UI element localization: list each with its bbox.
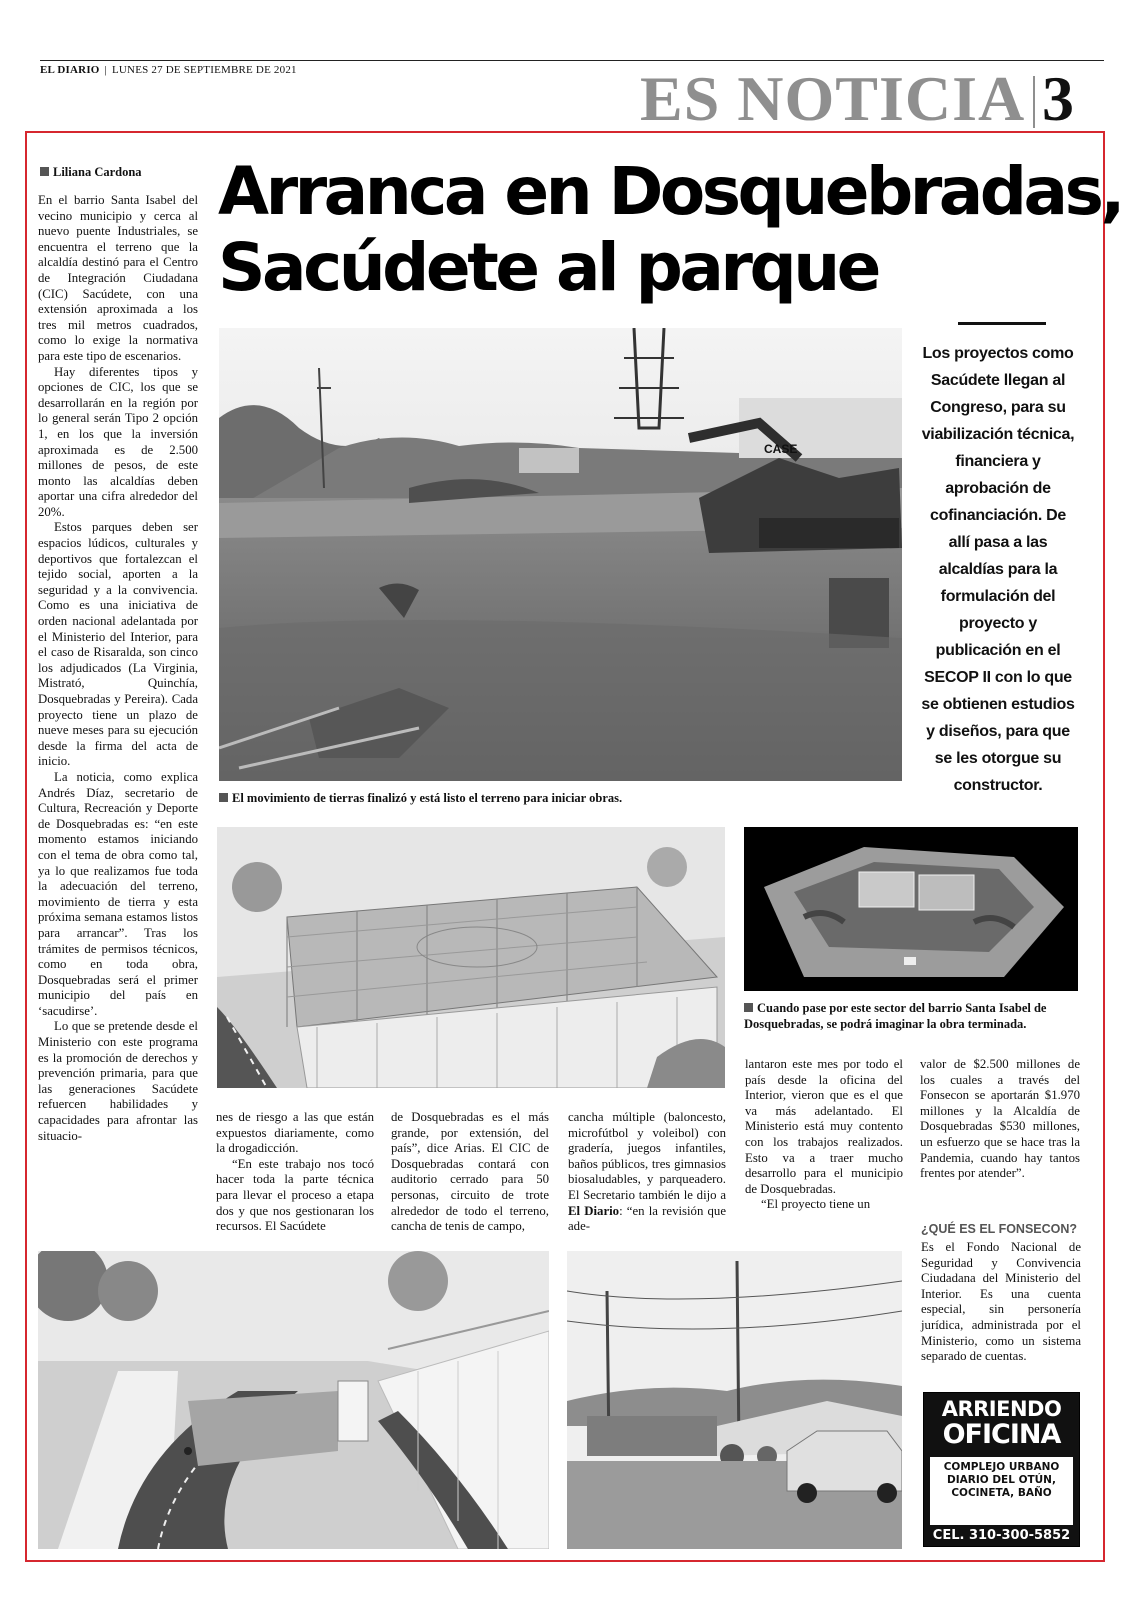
paragraph: lantaron este mes por todo el país desde la oficina del Interior, vieron que es el que va más adelantado. El Ministerio está muy contento con los trabajos realizados. Esto va a traer mucho desarrollo para el municipio de Dosquebradas. xyxy=(745,1057,903,1196)
page-number: 3 xyxy=(1042,63,1074,134)
street-site-photo xyxy=(567,1251,902,1549)
article-column-5 xyxy=(745,1057,903,1235)
construction-site-photo xyxy=(219,328,902,781)
photo-caption: Cuando pase por este sector del barrio Santa Isabel de Dosquebradas, se podrá imaginar la obra terminada. xyxy=(744,1001,1047,1031)
pullquote: Los proyectos como Sacúdete llegan al Congreso, para su viabilización técnica, financiera y aprobación de cofinanciación. De allí pasa a las alcaldías para la formulación del proyecto y publicación en el SECOP II con lo que se obtienen estudios y diseños, para que se les otorgue su constructor. xyxy=(921,345,1075,794)
author-name: Liliana Cardona xyxy=(53,165,142,179)
aerial-model-render xyxy=(744,827,1078,991)
photo-caption: El movimiento de tierras finalizó y está listo el terreno para iniciar obras. xyxy=(219,790,909,806)
office-rental-ad xyxy=(923,1392,1080,1547)
fonsecon-text: Es el Fondo Nacional de Seguridad y Convivencia Ciudadana del Ministerio del Interior. Es una cuenta especial, sin personería jurídica, administrada por el Ministerio, como un sistema separado de cuentas. xyxy=(921,1240,1081,1364)
pullquote-rule xyxy=(958,322,1046,325)
square-bullet-icon xyxy=(219,793,228,802)
header-separator: | xyxy=(104,64,107,76)
paragraph: Hay diferentes tipos y opciones de CIC, los que se desarrollarán en la región por lo general serán Tipo 2 opción 1, en los que la inversión aproximada es de 2.500 millones de pesos, de este monto las alcaldías deben aportar una cifra alrededor del 20%. xyxy=(38,364,198,519)
article-column-2 xyxy=(216,1110,374,1235)
paragraph: nes de riesgo a las que están expuestos diariamente, como la drogadicción. xyxy=(216,1110,374,1156)
sports-court-render xyxy=(217,827,725,1088)
issue-date: LUNES 27 DE SEPTIEMBRE DE 2021 xyxy=(111,64,297,76)
byline xyxy=(40,165,142,180)
paragraph: “El proyecto tiene un xyxy=(761,1197,871,1212)
paragraph: En el barrio Santa Isabel del vecino municipio y cerca al nuevo puente Industriales, se encuentra el terreno que la alcaldía destinó para el Centro de Integración Ciudadana (CIC) Sacúdete, con una extensión aproximada a los tres mil metros cuadrados, como lo exige la normativa para este tipo de escenarios. xyxy=(38,193,198,363)
excavator-brand-text: CASE xyxy=(764,442,798,456)
fonsecon-title: ¿QUÉ ES EL FONSECON? xyxy=(921,1222,1078,1236)
park-render xyxy=(38,1251,549,1549)
paragraph: Lo que se pretende desde el Ministerio con este programa es la promoción de derechos y prevención primaria, para que las generaciones Sacúdete refuercen habilidades y capacidades para afrontar las situacio- xyxy=(38,1019,198,1143)
paragraph: valor de $2.500 millones de los cuales a través del Fonsecon se aportarán $1.970 millones y la Alcaldía de Dosquebradas $530 millones, un esfuerzo que se hace tras la Pandemia, cuando hay tantos frentes por atender”. xyxy=(920,1057,1080,1181)
header-info xyxy=(40,64,297,76)
paragraph: cancha múltiple (baloncesto, microfútbol y voleibol) con gradería, juegos infantiles, baños públicos, tres gimnasios biosaludables, y parqueadero. El Secretario también le dijo a El Diario: “en la revisión que ade- xyxy=(568,1110,726,1234)
paper-name: EL DIARIO xyxy=(40,64,100,76)
article-column-4 xyxy=(568,1110,726,1235)
headline xyxy=(218,153,1122,306)
ad-subtitle: OFICINA xyxy=(942,1419,1061,1450)
article-column-1 xyxy=(38,193,198,1233)
paragraph: de Dosquebradas es el más grande, por extensión, del país”, dice Arias. El CIC de Dosquebradas contará con auditorio cerrado para 50 personas, circuito de trote alrededor de todo el terreno, cancha de tenis de campo, xyxy=(391,1110,549,1234)
section-divider xyxy=(1033,76,1035,128)
paragraph: Estos parques deben ser espacios lúdicos, culturales y deportivos que fortalezcan el tejido social, aporten a la seguridad y a la convivencia. Como es una iniciativa de orden nacional adelantada por el Ministerio del Interior, para el caso de Risaralda, son cinco los adjudicados (La Virginia, Mistrató, Quinchía, Dosquebradas y Pereira). Cada proyecto tiene un plazo de nueve meses para su ejecución desde la firma del acta de inicio. xyxy=(38,520,198,769)
masthead-rule xyxy=(40,60,1104,61)
paragraph: La noticia, como explica Andrés Díaz, secretario de Cultura, Recreación y Deporte de Dosquebradas es: “en este momento estamos iniciando con el tema de obra como tal, ya lo que realizamos fue toda la adecuación del terreno, movimiento de tierra y esta próxima semana estamos listos para arrancar”. Tras los trámites de permisos técnicos, como en toda obra, Dosquebradas será el primer municipio del país en ‘sacudirse’. xyxy=(38,769,198,1018)
square-bullet-icon xyxy=(744,1003,753,1012)
ad-title: ARRIENDO xyxy=(941,1397,1062,1421)
square-bullet-icon xyxy=(40,167,49,176)
headline-line-1: Arranca en Dosquebradas, xyxy=(218,153,1122,230)
section-title: ES NOTICIA xyxy=(640,63,1026,134)
headline-line-2: Sacúdete al parque xyxy=(218,229,878,306)
article-column-6 xyxy=(920,1057,1080,1207)
ad-details: COMPLEJO URBANO DIARIO DEL OTÚN, COCINETA, BAÑO xyxy=(930,1457,1073,1525)
paragraph: “En este trabajo nos tocó hacer toda la parte técnica para llevar el proceso a etapa dos y que nos gestionaran los recursos. El Sacúdete xyxy=(216,1156,374,1234)
ad-phone: CEL. 310-300-5852 xyxy=(932,1528,1071,1543)
article-column-3 xyxy=(391,1110,549,1235)
